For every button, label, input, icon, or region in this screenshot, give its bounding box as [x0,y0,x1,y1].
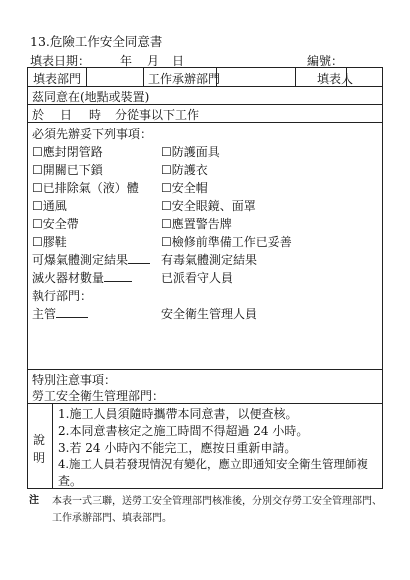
dept-label: 填表部門 [33,72,82,86]
checkbox-item[interactable]: ☐安全帽 [161,181,208,195]
divider [295,68,296,86]
prereq-section [28,122,382,370]
footer-line-2: 工作承辦部門、填表部門。 [52,513,172,524]
location-row [28,86,382,105]
note-item: 3.若 24 小時內不能完工，應按日重新申請。 [58,441,297,455]
time-hour: 時 [89,108,102,122]
prereq-heading: 必須先辦妥下列事項： [32,127,153,141]
location-label: 茲同意在(地點或裝置) [32,90,150,104]
note-item: 4.施工人員若發現情況有變化，應立即通知安全衛生管理師複 [58,457,368,471]
special-dept-label: 勞工安全衛生管理部門： [32,389,165,403]
form-table [27,67,383,489]
checkbox-item[interactable]: ☐安全帶 [32,217,79,231]
extinguisher-field[interactable] [104,271,132,282]
filler-field[interactable] [347,68,382,86]
note-item: 1.施工人員須隨時攜帶本同意書，以便查核。 [58,407,298,421]
flammable-gas-field[interactable] [128,253,150,264]
supervisor-field[interactable] [56,307,88,318]
notes-section [28,403,382,488]
guard-label: 已派看守人員 [161,271,234,285]
notes-label-2: 明 [33,451,46,465]
dept-field[interactable] [87,68,143,86]
checkbox-item[interactable]: ☐應封閉管路 [32,145,103,159]
supervisor-label: 主管 [32,307,57,321]
contractor-dept-field[interactable] [217,68,295,86]
notes-label-1: 說 [33,433,46,447]
checkbox-item[interactable]: ☐通風 [32,199,67,213]
extinguisher-row [32,269,132,286]
contractor-dept-label: 工作承辦部門 [148,72,221,86]
month-label: 月 [147,54,160,68]
checkbox-item[interactable]: ☐安全眼鏡、面罩 [161,199,256,213]
footer-line-1: 本表一式三聯，送勞工安全管理部門核准後，分別交存勞工安全管理部門、 [52,496,382,507]
checkbox-item[interactable]: ☐應置警告牌 [161,217,232,231]
note-item: 2.本同意書核定之施工時間不得超過 24 小時。 [58,424,309,438]
footer-label: 注 [29,495,39,506]
checkbox-item[interactable]: ☐膠鞋 [32,235,67,249]
checkbox-item[interactable]: ☐防護面具 [161,145,220,159]
date-label: 填表日期： [30,54,91,68]
safety-manager-label: 安全衛生管理人員 [161,307,258,321]
day-label: 日 [172,54,185,68]
header-row [28,68,382,87]
divider [143,68,144,86]
document-title: 13.危險工作安全同意書 [30,34,163,49]
divider [52,403,53,488]
number-label: 編號： [307,54,344,68]
note-item-continued: 查。 [58,474,83,488]
checkbox-item[interactable]: ☐檢修前準備工作已妥善 [161,235,292,249]
special-section [28,369,382,404]
extinguisher-label: 滅火器材數量 [32,271,105,285]
year-label: 年 [120,54,133,68]
flammable-gas-label: 可爆氣體測定結果 [32,253,129,267]
supervisor-row [32,305,88,322]
time-day: 日 [60,108,73,122]
exec-dept-label: 執行部門： [32,289,93,303]
time-at: 於 [32,108,45,122]
checkbox-item[interactable]: ☐已排除氣（液）體 [32,181,139,195]
time-row [28,104,382,123]
time-rest: 分從事以下工作 [115,108,200,122]
filler-label: 填表人 [317,72,354,86]
flammable-gas-row [32,251,150,268]
checkbox-item[interactable]: ☐開關已下鎖 [32,163,103,177]
toxic-gas-label: 有毒氣體測定結果 [161,253,258,267]
special-heading: 特別注意事項： [32,373,117,387]
checkbox-item[interactable]: ☐防護衣 [161,163,208,177]
